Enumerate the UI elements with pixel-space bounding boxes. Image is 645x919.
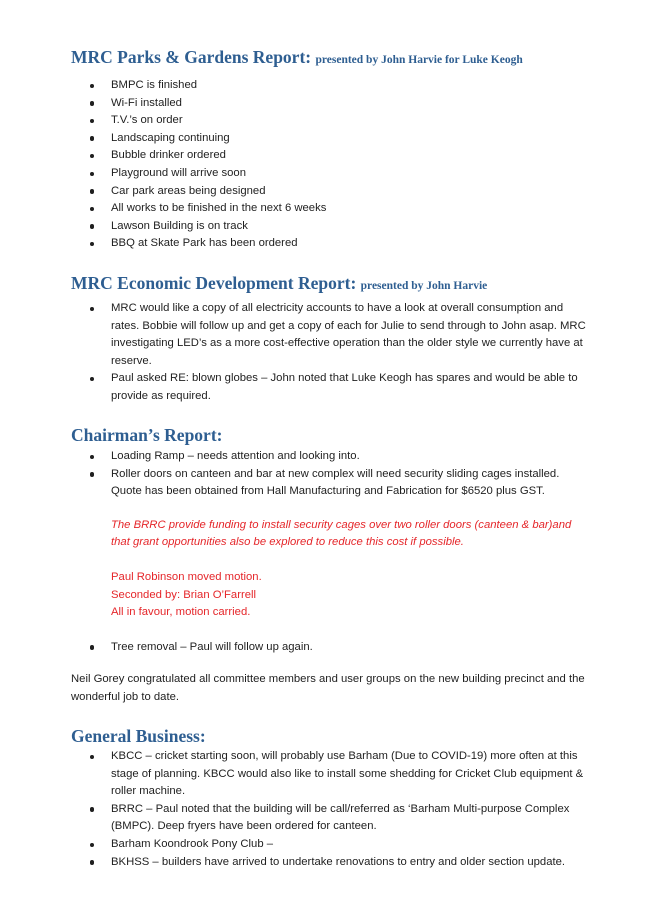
bullet-icon bbox=[90, 207, 94, 211]
economic-development-list bbox=[71, 300, 591, 406]
bullet-icon bbox=[90, 472, 94, 476]
bullet-icon bbox=[90, 172, 94, 176]
list-item: MRC would like a copy of all electricity accounts to have a look at overall consumption and rates. Bobbie will follow up and get a copy of each for Julie to send through to John asap. MRC investigating LED’s as a more cost-effective operation than the older style we currently have at reserve. bbox=[71, 300, 591, 370]
motion-seconded-by: Seconded by: Brian O’Farrell bbox=[111, 588, 257, 601]
bullet-icon bbox=[90, 645, 94, 649]
bullet-icon bbox=[90, 807, 94, 811]
list-item: BKHSS – builders have arrived to undertake renovations to entry and older section update. bbox=[71, 854, 591, 872]
bullet-icon bbox=[90, 136, 94, 140]
motion-moved-by: Paul Robinson moved motion. bbox=[111, 570, 262, 583]
parks-gardens-list bbox=[71, 77, 591, 253]
list-item: Roller doors on canteen and bar at new complex will need security sliding cages installed. Quote has been obtained from Hall Manufacturing and Fabrication for $6520 plus GST. bbox=[71, 466, 591, 501]
economic-development-section bbox=[71, 272, 591, 406]
bullet-icon bbox=[90, 307, 94, 311]
list-item: Playground will arrive soon bbox=[71, 165, 591, 183]
list-item: Car park areas being designed bbox=[71, 183, 591, 201]
list-item: Lawson Building is on track bbox=[71, 218, 591, 236]
list-item: Tree removal – Paul will follow up again. bbox=[71, 639, 591, 657]
chairmans-report-list bbox=[71, 448, 591, 501]
motion-resolution: The BRRC provide funding to install security cages over two roller doors (canteen & bar)and that grant opportunities also be explored to reduce this cost if possible. bbox=[111, 518, 572, 549]
list-item: Landscaping continuing bbox=[71, 130, 591, 148]
economic-development-heading bbox=[71, 272, 591, 297]
list-item: BBQ at Skate Park has been ordered bbox=[71, 235, 591, 253]
list-item: Wi-Fi installed bbox=[71, 95, 591, 113]
general-business-list bbox=[71, 748, 591, 871]
bullet-icon bbox=[90, 189, 94, 193]
bullet-icon bbox=[90, 242, 94, 246]
bullet-icon bbox=[90, 455, 94, 459]
bullet-icon bbox=[90, 154, 94, 158]
general-business-section bbox=[71, 725, 591, 871]
chairmans-report-section bbox=[71, 424, 591, 707]
general-business-heading: General Business: bbox=[71, 726, 206, 746]
list-item: KBCC – cricket starting soon, will probably use Barham (Due to COVID-19) more often at this stage of planning. KBCC would also like to install some shedding for Cricket Club equipment & roller machine. bbox=[71, 748, 591, 801]
bullet-icon bbox=[90, 843, 94, 847]
bullet-icon bbox=[90, 224, 94, 228]
chairmans-report-heading: Chairman’s Report: bbox=[71, 425, 223, 445]
economic-development-presenter: presented by John Harvie bbox=[360, 280, 488, 292]
list-item: Paul asked RE: blown globes – John noted that Luke Keogh has spares and would be able to provide as required. bbox=[71, 370, 591, 405]
list-item: T.V.’s on order bbox=[71, 112, 591, 130]
motion-carried: All in favour, motion carried. bbox=[111, 606, 251, 619]
chairmans-report-list-continued bbox=[71, 639, 591, 657]
economic-development-title: MRC Economic Development Report: bbox=[71, 273, 357, 293]
list-item: Bubble drinker ordered bbox=[71, 147, 591, 165]
list-item: BMPC is finished bbox=[71, 77, 591, 95]
bullet-icon bbox=[90, 860, 94, 864]
bullet-icon bbox=[90, 755, 94, 759]
parks-gardens-title: MRC Parks & Gardens Report: bbox=[71, 47, 312, 67]
list-item: BRRC – Paul noted that the building will be call/referred as ‘Barham Multi-purpose Complex (BMPC). Deep fryers have been ordered for canteen. bbox=[71, 801, 591, 836]
bullet-icon bbox=[90, 119, 94, 123]
list-item: Loading Ramp – needs attention and looking into. bbox=[71, 448, 591, 466]
parks-gardens-section bbox=[71, 46, 591, 253]
parks-gardens-presenter: presented by John Harvie for Luke Keogh bbox=[315, 54, 523, 66]
congratulations-note: Neil Gorey congratulated all committee members and user groups on the new building precinct and the wonderful job to date. bbox=[71, 673, 585, 703]
parks-gardens-heading bbox=[71, 46, 591, 71]
list-item: All works to be finished in the next 6 weeks bbox=[71, 200, 591, 218]
list-item: Barham Koondrook Pony Club – bbox=[71, 836, 591, 854]
bullet-icon bbox=[90, 377, 94, 381]
bullet-icon bbox=[90, 84, 94, 88]
bullet-icon bbox=[90, 101, 94, 105]
